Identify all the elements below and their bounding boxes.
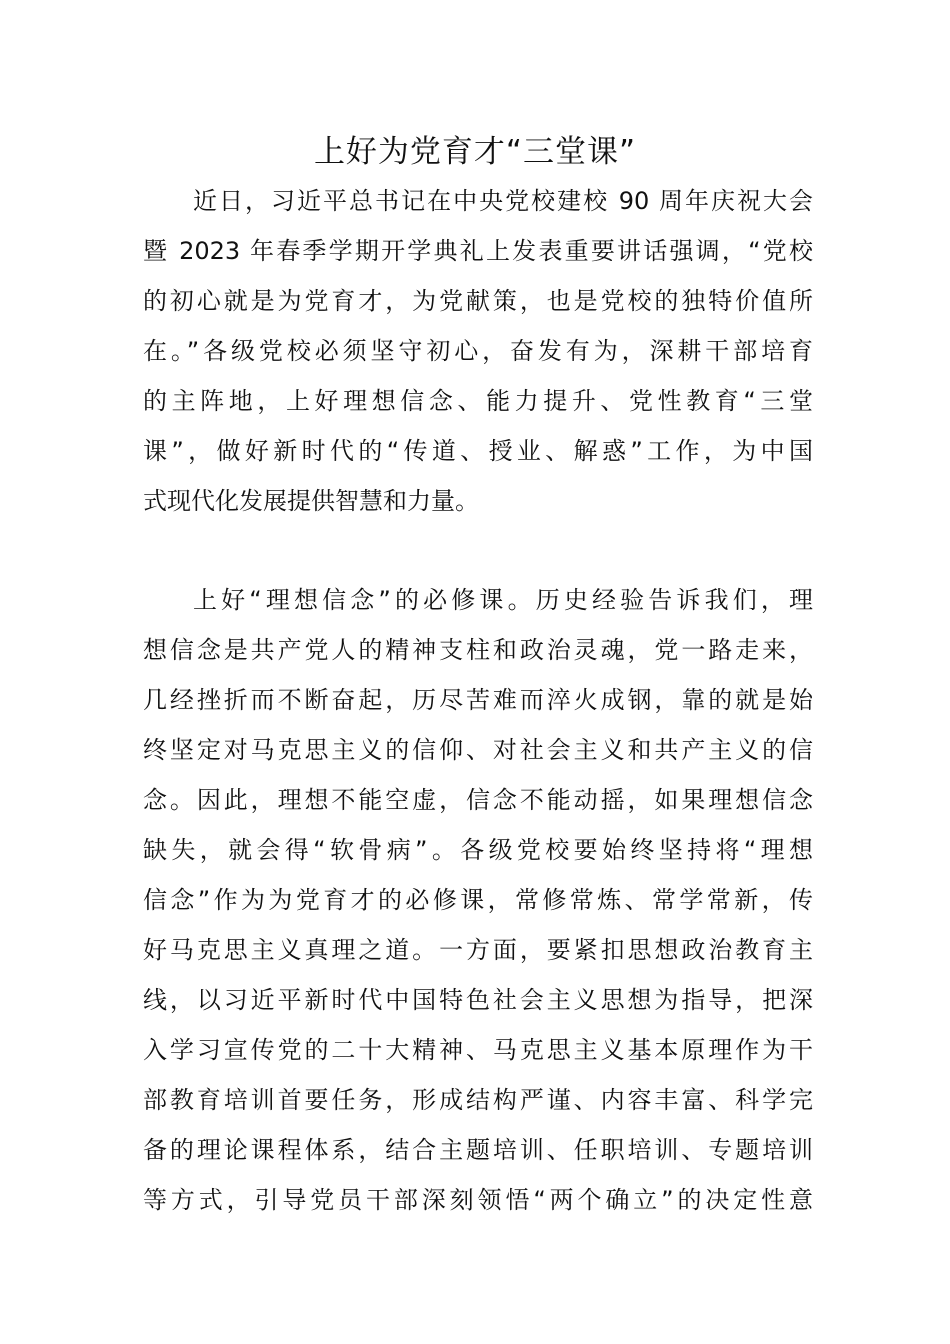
text-line: 等方式，引导党员干部深刻领悟“两个确立”的决定性意 — [143, 1186, 813, 1214]
text-line: 信念”作为为党育才的必修课，常修常炼、常学常新，传 — [143, 886, 813, 914]
text-line: 近日，习近平总书记在中央党校建校 90 周年庆祝大会 — [193, 187, 813, 215]
text-line: 的主阵地，上好理想信念、能力提升、党性教育“三堂 — [143, 387, 813, 415]
text-line: 好马克思主义真理之道。一方面，要紧扣思想政治教育主 — [143, 936, 813, 964]
paragraph-intro — [143, 176, 813, 526]
text-line: 想信念是共产党人的精神支柱和政治灵魂，党一路走来， — [143, 636, 813, 664]
text-line: 上好“理想信念”的必修课。历史经验告诉我们，理 — [193, 586, 813, 614]
text-line: 式现代化发展提供智慧和力量。 — [143, 487, 479, 515]
text-line: 入学习宣传党的二十大精神、马克思主义基本原理作为干 — [143, 1036, 813, 1064]
text-line: 部教育培训首要任务，形成结构严谨、内容丰富、科学完 — [143, 1086, 813, 1114]
text-line: 在。”各级党校必须坚守初心，奋发有为，深耕干部培育 — [143, 337, 813, 365]
text-line: 缺失，就会得“软骨病”。各级党校要始终坚持将“理想 — [143, 836, 813, 864]
paragraph-ideals — [143, 575, 813, 1225]
text-line: 终坚定对马克思主义的信仰、对社会主义和共产主义的信 — [143, 736, 813, 764]
text-line: 课”，做好新时代的“传道、授业、解惑”工作，为中国 — [143, 437, 813, 465]
text-line: 暨 2023 年春季学期开学典礼上发表重要讲话强调，“党校 — [143, 237, 813, 265]
text-line: 的初心就是为党育才，为党献策，也是党校的独特价值所 — [143, 287, 813, 315]
text-line: 线，以习近平新时代中国特色社会主义思想为指导，把深 — [143, 986, 813, 1014]
document-title: 上好为党育才“三堂课” — [313, 134, 637, 170]
text-line: 备的理论课程体系，结合主题培训、任职培训、专题培训 — [143, 1136, 813, 1164]
text-line: 念。因此，理想不能空虚，信念不能动摇，如果理想信念 — [143, 786, 813, 814]
text-line: 几经挫折而不断奋起，历尽苦难而淬火成钢，靠的就是始 — [143, 686, 813, 714]
